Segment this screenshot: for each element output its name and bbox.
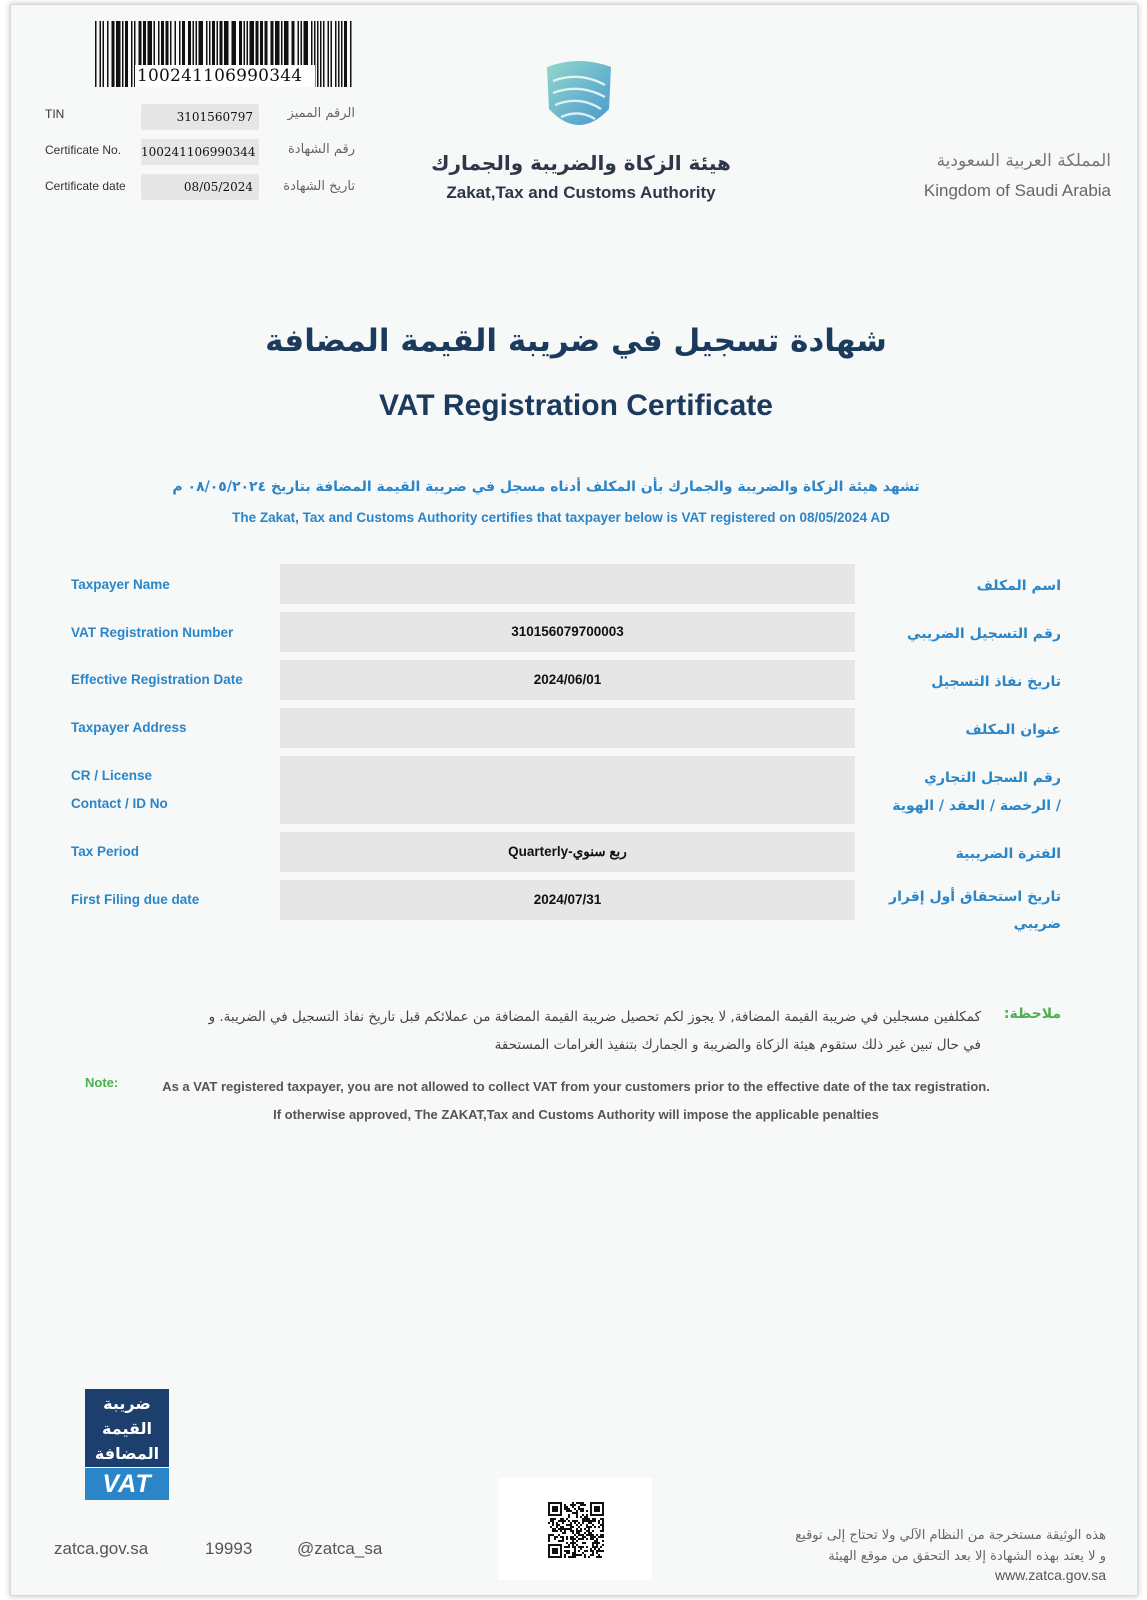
footer-disclaimer-ar (711, 1525, 1106, 1567)
certificate-no-value: 100241106990344 (141, 139, 259, 165)
note-text-ar: كمكلفين مسجلين في ضريبة القيمة المضافة, لا يجوز لكم تحصيل ضريبة القيمة المضافة من عملائكم قبل تاريخ نفاذ التسجيل في الضريبة. و في حال تبين غير ذلك ستقوم هيئة الزكاة والضريبة و الجمارك بتنفيذ الغرامات المستحقة (208, 1009, 981, 1053)
cr-license-label: CR / License (71, 768, 153, 783)
tin-label: TIN (45, 107, 65, 121)
taxpayer-name-value (280, 564, 855, 604)
vat-logo-ar (85, 1389, 169, 1467)
zatca-logo-icon (539, 57, 619, 143)
footer-disclaimer-line1: هذه الوثيقة مستخرجة من النظام الآلي ولا تحتاج إلى توقيع (795, 1528, 1106, 1543)
note-text-en: As a VAT registered taxpayer, you are not allowed to collect VAT from your customers prior to the effective date of the tax registration. If otherwise approved, The ZAKAT,Tax and Customs Authority will impose the applicable penalties (162, 1079, 990, 1122)
note-label-ar: ملاحظة: (1003, 1006, 1061, 1022)
effective-date-value: 2024/06/01 (280, 660, 855, 700)
taxpayer-name-label-ar: اسم المكلف (976, 578, 1061, 594)
tin-label-ar: الرقم المميز (287, 106, 355, 121)
title-ar: شهادة تسجيل في ضريبة القيمة المضافة (265, 323, 887, 359)
barcode-number: 100241106990344 (135, 65, 315, 87)
certificate-date-label: Certificate date (45, 179, 126, 193)
taxpayer-address-label: Taxpayer Address (71, 720, 187, 735)
first-filing-value: 2024/07/31 (280, 880, 855, 920)
vat-logo-en: VAT (85, 1468, 169, 1500)
contact-id-label-ar: / الرخصة / العقد / الهوية (892, 798, 1061, 814)
cr-license-value (280, 756, 855, 824)
tax-period-label-ar: الفترة الضريبية (955, 846, 1061, 862)
authority-name-ar: هيئة الزكاة والضريبة والجمارك (431, 151, 731, 175)
taxpayer-address-label-ar: عنوان المكلف (965, 722, 1061, 738)
footer-phone[interactable]: 19993 (205, 1539, 253, 1558)
first-filing-label: First Filing due date (71, 892, 200, 907)
country-name-en: Kingdom of Saudi Arabia (923, 181, 1111, 200)
certificate-no-label-ar: رقم الشهادة (288, 142, 355, 157)
tin-value: 3101560797 (141, 104, 259, 130)
cr-license-label-ar: رقم السجل التجاري (924, 770, 1061, 786)
vat-logo-line1: ضريبة (103, 1394, 151, 1413)
footer-site-url[interactable]: www.zatca.gov.sa (994, 1567, 1106, 1583)
tax-period-value: Quarterly-ربع سنوي (280, 832, 855, 872)
vat-number-value: 310156079700003 (280, 612, 855, 652)
vat-logo-line2: القيمة (102, 1419, 152, 1438)
country-name-ar: المملكة العربية السعودية (936, 151, 1111, 171)
qr-code-icon (548, 1502, 604, 1558)
vat-number-label: VAT Registration Number (71, 625, 234, 640)
note-label-en: Note: (85, 1075, 119, 1090)
taxpayer-address-value (280, 708, 855, 748)
first-filing-label-ar: تاريخ استحقاق أول إقرار (889, 889, 1061, 905)
certifies-statement-en: The Zakat, Tax and Customs Authority certifies that taxpayer below is VAT registered on 08/05/2024 AD (232, 510, 890, 525)
effective-date-label-ar: تاريخ نفاذ التسجيل (931, 674, 1061, 690)
vat-number-label-ar: رقم التسجيل الضريبي (907, 626, 1061, 642)
certificate-date-value: 08/05/2024 (141, 174, 259, 200)
first-filing-label-ar-2: ضريبي (1013, 916, 1061, 932)
certificate-page (10, 4, 1138, 1596)
contact-id-label: Contact / ID No (71, 796, 168, 811)
tax-period-label: Tax Period (71, 844, 140, 859)
certifies-statement-ar: تشهد هيئة الزكاة والضريبة والجمارك بأن المكلف أدناه مسجل في ضريبة القيمة المضافة بتاريخ ٠٨/٠٥/٢٠٢٤ م (172, 479, 920, 495)
authority-name-en: Zakat,Tax and Customs Authority (446, 183, 716, 202)
vat-logo-line3: المضافة (94, 1444, 160, 1463)
footer-website[interactable]: zatca.gov.sa (54, 1539, 149, 1558)
certificate-no-label: Certificate No. (45, 143, 122, 157)
effective-date-label: Effective Registration Date (71, 672, 243, 687)
footer-disclaimer-line2: و لا يعتد بهذه الشهادة إلا بعد التحقق من موقع الهيئة (828, 1549, 1106, 1564)
certificate-date-label-ar: تاريخ الشهادة (283, 179, 355, 194)
footer-handle[interactable]: @zatca_sa (297, 1539, 383, 1558)
taxpayer-name-label: Taxpayer Name (71, 577, 170, 592)
title-en: VAT Registration Certificate (379, 389, 773, 422)
